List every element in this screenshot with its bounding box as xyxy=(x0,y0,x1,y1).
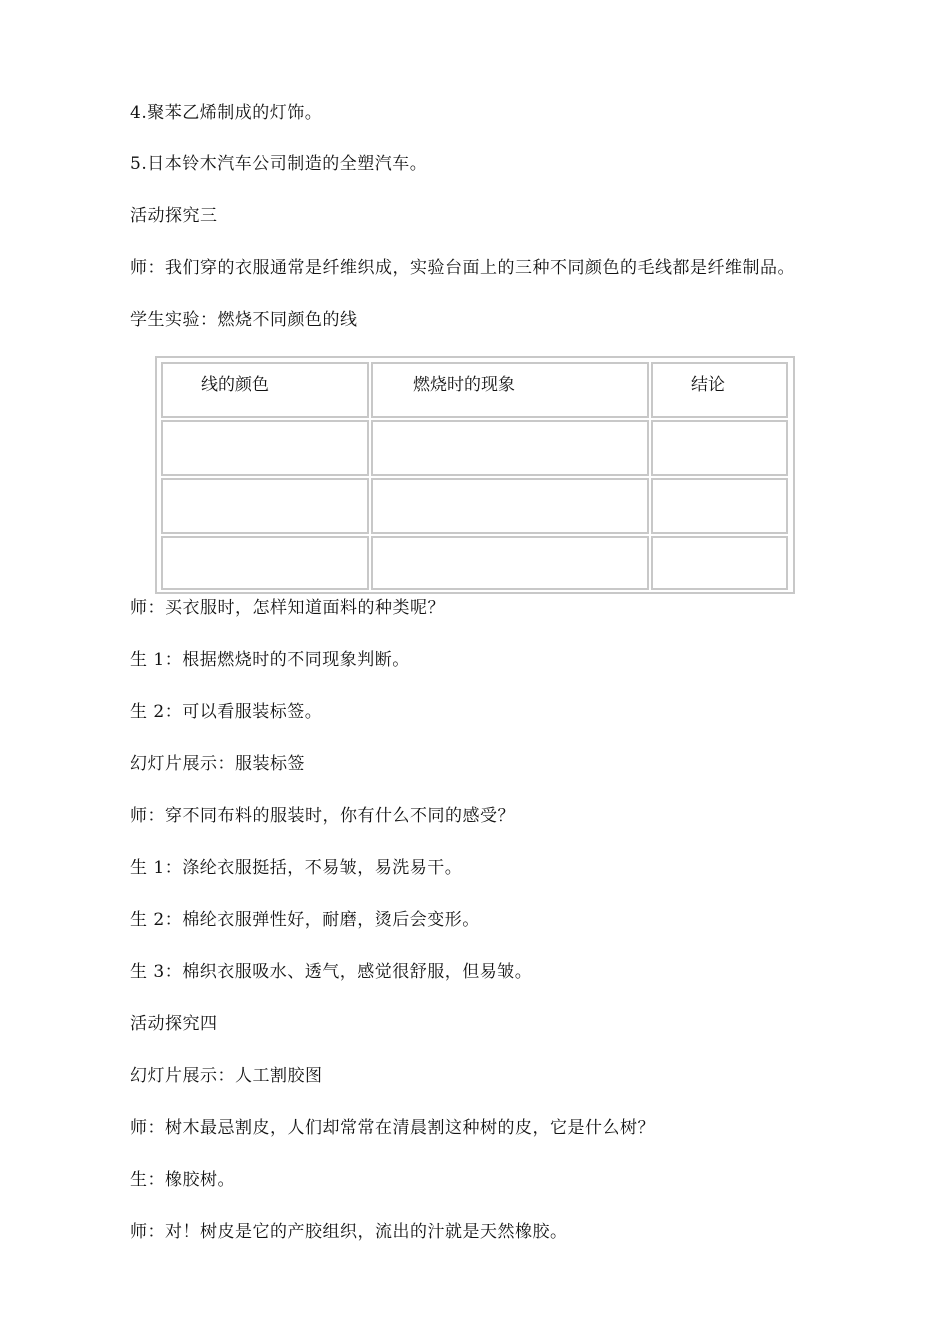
header-conclusion: 结论 xyxy=(651,362,788,418)
student-experiment-title: 学生实验：燃烧不同颜色的线 xyxy=(130,310,358,330)
table-row xyxy=(161,536,788,590)
table-cell xyxy=(651,420,788,476)
teacher-question-feeling: 师：穿不同布料的服装时，你有什么不同的感受？ xyxy=(130,806,515,826)
student-2-answer: 生 2：可以看服装标签。 xyxy=(130,702,323,722)
table-cell xyxy=(161,536,369,590)
student-1-answer: 生 1：根据燃烧时的不同现象判断。 xyxy=(130,650,410,670)
table-cell xyxy=(161,478,369,534)
student-3-cotton: 生 3：棉织衣服吸水、透气，感觉很舒服，但易皱。 xyxy=(130,962,533,982)
teacher-line: 师：我们穿的衣服通常是纤维织成，实验台面上的三种不同颜色的毛线都是纤维制品。 xyxy=(130,258,795,278)
teacher-question-fabric: 师：买衣服时，怎样知道面料的种类呢？ xyxy=(130,598,445,618)
table-cell xyxy=(371,536,649,590)
header-burning-phenomenon: 燃烧时的现象 xyxy=(371,362,649,418)
slide-show-label-tags: 幻灯片展示：服装标签 xyxy=(130,754,305,774)
teacher-question-tree: 师：树木最忌割皮，人们却常常在清晨割这种树的皮，它是什么树？ xyxy=(130,1118,655,1138)
experiment-table xyxy=(155,356,795,594)
experiment-table-grid xyxy=(159,360,790,592)
table-row xyxy=(161,478,788,534)
table-cell xyxy=(651,536,788,590)
table-row xyxy=(161,420,788,476)
section-heading-activity-3: 活动探究三 xyxy=(130,206,218,226)
student-1-polyester: 生 1：涤纶衣服挺括，不易皱，易洗易干。 xyxy=(130,858,463,878)
table-cell xyxy=(371,420,649,476)
table-cell xyxy=(161,420,369,476)
table-cell xyxy=(371,478,649,534)
slide-show-rubber-tapping: 幻灯片展示：人工割胶图 xyxy=(130,1066,323,1086)
student-answer-rubber-tree: 生：橡胶树。 xyxy=(130,1170,235,1190)
teacher-conclusion-rubber: 师：对！树皮是它的产胶组织，流出的汁就是天然橡胶。 xyxy=(130,1222,568,1242)
paragraph-item-4: 4.聚苯乙烯制成的灯饰。 xyxy=(130,103,323,123)
table-cell xyxy=(651,478,788,534)
header-thread-color: 线的颜色 xyxy=(161,362,369,418)
paragraph-item-5: 5.日本铃木汽车公司制造的全塑汽车。 xyxy=(130,154,428,174)
student-2-nylon: 生 2：棉纶衣服弹性好，耐磨，烫后会变形。 xyxy=(130,910,480,930)
table-header-row xyxy=(161,362,788,418)
section-heading-activity-4: 活动探究四 xyxy=(130,1014,218,1034)
